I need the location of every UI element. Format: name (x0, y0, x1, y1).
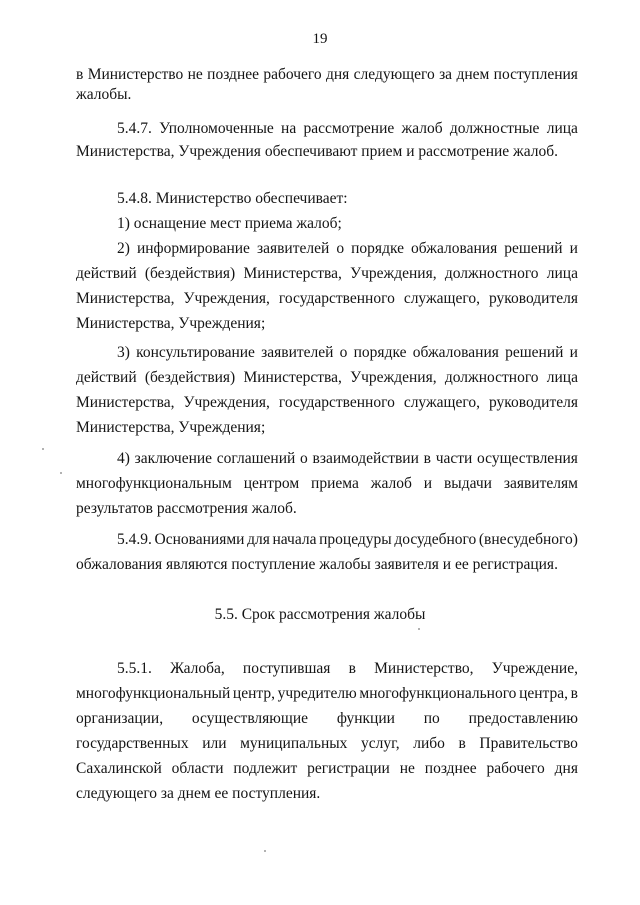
word: учредителю (277, 685, 357, 702)
word: порядке (353, 344, 407, 361)
word: должностного (444, 265, 539, 282)
scan-speck (418, 628, 420, 630)
paragraph-line (76, 290, 578, 308)
word: дня (325, 66, 350, 83)
word: обжалования (412, 344, 499, 361)
word: Министерство, (374, 660, 474, 677)
word: жалоб (370, 475, 412, 492)
word: заявителей (256, 240, 330, 257)
paragraph-line (76, 475, 578, 493)
word: осуществляющие (191, 710, 308, 727)
word: регистрации (307, 760, 390, 777)
paragraph-line (117, 120, 578, 138)
word: Учреждения, (183, 290, 270, 307)
scan-speck (264, 850, 266, 852)
word: организации, (76, 710, 164, 727)
word: подлежит (233, 760, 298, 777)
word: взаимодействии (312, 450, 419, 467)
word: в (76, 66, 84, 83)
word: заключение (134, 450, 213, 467)
word: Министерства, (76, 394, 175, 411)
word: (внесудебного) (478, 531, 578, 548)
word: заявителям (503, 475, 578, 492)
word: Правительство (479, 735, 578, 752)
word: и (569, 240, 578, 257)
word: лица (546, 369, 578, 386)
word: функции (336, 710, 395, 727)
word: Министерство (87, 66, 184, 83)
paragraph-line (76, 710, 578, 728)
word: многофункционального (359, 685, 517, 702)
word: Жалоба, (170, 660, 225, 677)
word: руководителя (488, 394, 578, 411)
word: и (423, 475, 433, 492)
word: должностного (444, 369, 539, 386)
scan-speck (42, 448, 44, 450)
word: муниципальных (240, 735, 348, 752)
word: днем (456, 66, 490, 83)
word: осуществления (477, 450, 578, 467)
paragraph-line: обжалования являются поступление жалобы заявителя и ее регистрация. (76, 556, 558, 573)
word: государственного (278, 394, 395, 411)
word: не (187, 66, 203, 83)
word: рассмотрение (303, 120, 395, 137)
word: решений (505, 344, 564, 361)
word: Министерства, (243, 265, 342, 282)
word: должностные (449, 120, 540, 137)
paragraph-line (117, 660, 578, 678)
scan-speck (60, 472, 62, 474)
word: о (300, 450, 308, 467)
word: 2) (117, 240, 130, 257)
word: жалоб (401, 120, 443, 137)
word: рабочего (486, 760, 545, 777)
word: центром (243, 475, 300, 492)
word: Министерства, (243, 369, 342, 386)
paragraph-line (76, 735, 578, 753)
paragraph-line (76, 369, 578, 387)
word: на (281, 120, 297, 137)
paragraph-line (76, 685, 578, 703)
word: либо (413, 735, 445, 752)
word: Министерства, (76, 290, 175, 307)
word: Учреждения, (350, 265, 437, 282)
word: в (570, 685, 578, 702)
paragraph-line (76, 66, 578, 84)
paragraph-line (117, 531, 578, 549)
word: лица (546, 265, 578, 282)
paragraph-line: Министерства, Учреждения обеспечивают прием и рассмотрение жалоб. (76, 143, 559, 160)
paragraph-line (76, 394, 578, 412)
word: по (423, 710, 440, 727)
paragraph-line: следующего за днем ее поступления. (76, 785, 321, 802)
section-heading: 5.5. Срок рассмотрения жалобы (214, 606, 426, 623)
word: многофункциональный (76, 685, 231, 702)
word: Сахалинской (76, 760, 162, 777)
paragraph-line: 5.4.8. Министерство обеспечивает: (117, 190, 348, 207)
word: в (423, 450, 431, 467)
word: части (435, 450, 473, 467)
word: о (336, 240, 345, 257)
word: для (247, 531, 270, 548)
paragraph-line: результатов рассмотрения жалоб. (76, 500, 297, 517)
word: 4) (117, 450, 130, 467)
word: служащего, (403, 290, 480, 307)
word: и (569, 344, 578, 361)
word: досудебного (394, 531, 477, 548)
word: лица (546, 120, 578, 137)
word: услуг, (361, 735, 400, 752)
word: порядке (351, 240, 404, 257)
word: Учреждения, (350, 369, 437, 386)
word: соглашений (216, 450, 296, 467)
paragraph-line (76, 265, 578, 283)
page-number: 19 (312, 31, 328, 47)
word: Основаниями (154, 531, 245, 548)
word: не (399, 760, 415, 777)
word: рабочего (263, 66, 322, 83)
word: начала (272, 531, 317, 548)
list-item (117, 344, 578, 362)
word: 3) (117, 344, 130, 361)
paragraph-line (76, 760, 578, 778)
word: поступившая (242, 660, 331, 677)
word: поступления (493, 66, 578, 83)
word: за (439, 66, 453, 83)
word: позднее (424, 760, 477, 777)
word: Учреждение, (491, 660, 578, 677)
paragraph-line: Министерства, Учреждения; (76, 419, 266, 436)
word: позднее (207, 66, 259, 83)
word: выдачи (443, 475, 492, 492)
word: руководителя (488, 290, 578, 307)
word: информирование (136, 240, 250, 257)
word: решений (504, 240, 563, 257)
word: служащего, (403, 394, 480, 411)
word: многофункциональным (76, 475, 232, 492)
word: (бездействия) (144, 369, 236, 386)
word: 5.5.1. (117, 660, 152, 677)
word: следующего (353, 66, 435, 83)
word: (бездействия) (144, 265, 236, 282)
word: консультирование (136, 344, 255, 361)
word: 5.4.9. (117, 531, 152, 548)
word: дня (554, 760, 578, 777)
word: или (202, 735, 227, 752)
word: заявителей (261, 344, 334, 361)
list-item (117, 240, 578, 258)
word: предоставлению (468, 710, 578, 727)
word: центр, (232, 685, 275, 702)
word: в (348, 660, 356, 677)
list-item (117, 450, 578, 468)
word: процедуры (319, 531, 392, 548)
word: области (171, 760, 224, 777)
word: государственного (278, 290, 395, 307)
paragraph-line: жалобы. (76, 86, 132, 103)
word: Учреждения, (183, 394, 270, 411)
word: 5.4.7. (117, 120, 152, 137)
word: действий (76, 265, 137, 282)
list-item: 1) оснащение мест приема жалоб; (117, 215, 342, 232)
word: приема (311, 475, 359, 492)
paragraph-line: Министерства, Учреждения; (76, 315, 266, 332)
word: о (339, 344, 348, 361)
word: центра, (519, 685, 568, 702)
word: государственных (76, 735, 189, 752)
word: Уполномоченные (159, 120, 274, 137)
word: действий (76, 369, 137, 386)
word: обжалования (411, 240, 498, 257)
word: в (458, 735, 466, 752)
